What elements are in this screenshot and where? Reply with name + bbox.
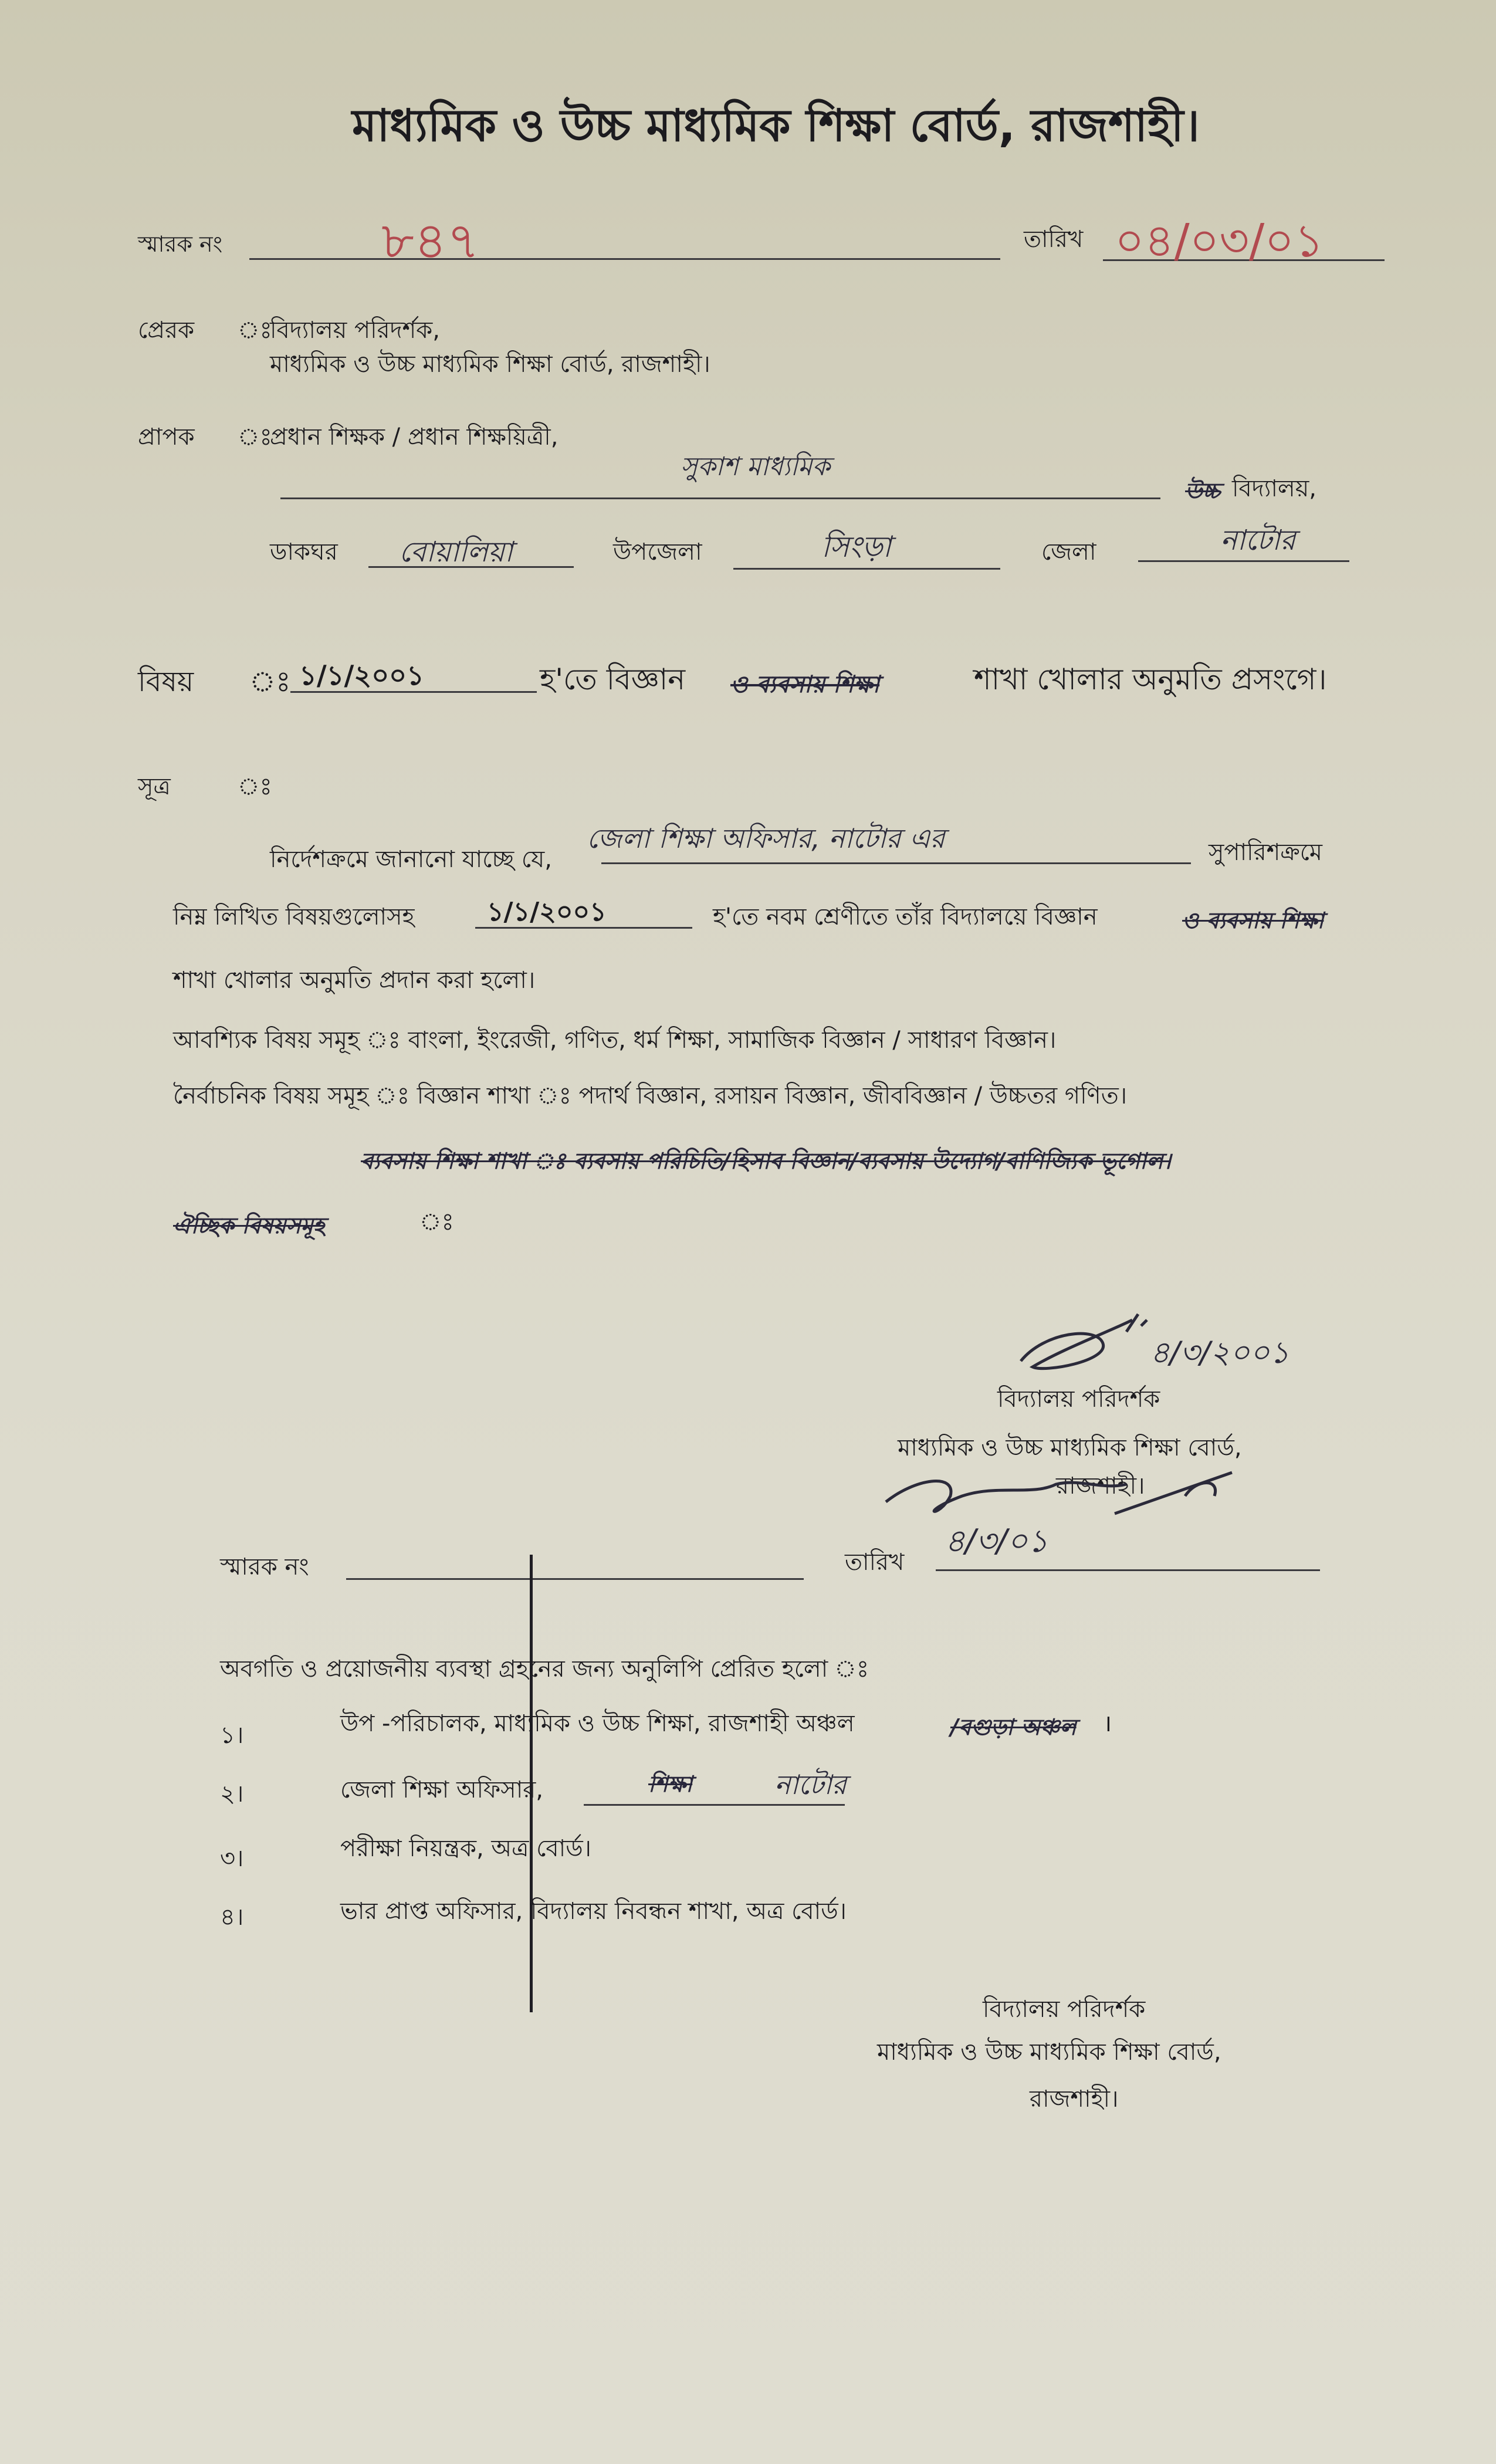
letterhead-title: মাধ্যমিক ও উচ্চ মাধ্যমিক শিক্ষা বোর্ড, রাজশাহী। [352,99,1200,151]
subject-date: ১/১/২০০১ [299,659,424,691]
copy-item-2-struck: শিক্ষা [648,1771,693,1797]
body-line2-date: ১/১/২০০১ [487,897,607,927]
memo-underline [249,258,1000,260]
reference-label: সূত্র [138,773,171,800]
school-name: সুকাশ মাধ্যমিক [681,452,831,482]
elective-subjects: নৈর্বাচনিক বিষয় সমূহ ঃ বিজ্ঞান শাখা ঃ পদার্থ বিজ্ঞান, রসায়ন বিজ্ঞান, জীববিজ্ঞান / উচ্চতর গণিত। [173,1082,1128,1109]
school-suffix: বিদ্যালয়, [1232,475,1317,502]
subject-date-underline [290,691,537,693]
signature1-city: রাজশাহী। [1056,1473,1145,1500]
post-value: বোয়ালিয়া [399,536,513,568]
date-label: তারিখ [1024,226,1084,253]
body-line2-underline [475,927,692,929]
copy-date-underline [936,1569,1320,1571]
signature2-title: বিদ্যালয় পরিদর্শক [983,1996,1146,2023]
subject-sep: ঃ [249,665,291,698]
body-line1-hand: জেলা শিক্ষা অফিসার, নাটোর এর [587,823,945,854]
copy-item-1-num: ১। [220,1722,244,1749]
signature1-board: মাধ্যমিক ও উচ্চ মাধ্যমিক শিক্ষা বোর্ড, [898,1434,1242,1461]
signature2-board: মাধ্যমিক ও উচ্চ মাধ্যমিক শিক্ষা বোর্ড, [877,2039,1221,2066]
copy-item-3-text: পরীক্ষা নিয়ন্ত্রক, অত্র বোর্ড। [340,1835,591,1862]
subject-text-before: হ'তে বিজ্ঞান [540,662,686,696]
memo-label: স্মারক নং [138,231,223,257]
signature-scrawl-1 [1009,1308,1156,1390]
optional-subjects-struck: ঐচ্ছিক বিষয়সমূহ [173,1213,325,1238]
district-label: জেলা [1041,539,1096,566]
copy-item-1-struck: /বগুড়া অঞ্চল [950,1714,1077,1740]
copy-item-4-num: ৪। [220,1904,244,1931]
copy-item-3-num: ৩। [220,1845,244,1872]
copy-memo-label: স্মারক নং [220,1553,309,1580]
signature2-city: রাজশাহী। [1030,2086,1119,2113]
copies-intro: অবগতি ও প্রয়োজনীয় ব্যবস্থা গ্রহনের জন্য অনুলিপি প্রেরিত হলো ঃ [220,1656,869,1683]
school-underline [280,497,1160,499]
body-line1-post: সুপারিশক্রমে [1209,839,1323,866]
recipient-line1: প্রধান শিক্ষক / প্রধান শিক্ষয়িত্রী, [270,424,559,451]
reference-sep: ঃ [238,773,272,800]
sender-line1: বিদ্যালয় পরিদর্শক, [270,317,440,344]
copy-item-2-hand: নাটোর [774,1769,847,1800]
subject-label: বিষয় [138,665,194,698]
recipient-sep: ঃ [238,424,272,451]
compulsory-subjects: আবশ্যিক বিষয় সমূহ ঃ বাংলা, ইংরেজী, গণিত, ধর্ম শিক্ষা, সামাজিক বিজ্ঞান / সাধারণ বিজ্ঞান। [173,1027,1057,1054]
upazila-label: উপজেলা [613,539,702,566]
body-line2-struck: ও ব্যবসায় শিক্ষা [1182,908,1324,933]
copy-date-label: তারিখ [845,1549,905,1576]
copy-item-1-tail: । [1103,1710,1112,1737]
copy-item-2-num: ২। [220,1781,244,1808]
subject-struck: ও ব্যবসায় শিক্ষা [730,671,880,698]
copy-item-2-underline [584,1804,845,1806]
school-suffix-struck: উচ্চ [1185,478,1221,504]
post-label: ডাকঘর [270,539,338,566]
signature1-title: বিদ্যালয় পরিদর্শক [997,1386,1160,1413]
copy-item-2-text: জেলা শিক্ষা অফিসার, [340,1776,544,1803]
sender-sep: ঃ [238,317,272,344]
signature1-date: ৪/৩/২০০১ [1150,1335,1289,1370]
signature-hand-date: ৪/৩/০১ [945,1522,1048,1559]
recipient-label: প্রাপক [138,424,195,451]
sender-label: প্রেরক [138,317,195,344]
optional-sep: ঃ [419,1209,454,1236]
signature-scrawl-2 [880,1461,1244,1549]
copy-memo-underline [346,1578,804,1580]
body-line2-pre: নিম্ন লিখিত বিষয়গুলোসহ [173,903,415,930]
business-subjects-struck: ব্যবসায় শিক্ষা শাখা ঃ ব্যবসায় পরিচিতি/হিসাব বিজ্ঞান/ব্যবসায় উদ্যোগ/বাণিজ্যিক ভূগোল। [361,1148,1171,1174]
subject-text-after: শাখা খোলার অনুমতি প্রসংগে। [974,662,1327,696]
body-line1-pre: নির্দেশক্রমে জানানো যাচ্ছে যে, [270,846,552,873]
sender-line2: মাধ্যমিক ও উচ্চ মাধ্যমিক শিক্ষা বোর্ড, রাজশাহী। [270,351,710,378]
upazila-value: সিংড়া [821,530,892,564]
copy-item-1-text: উপ -পরিচালক, মাধ্যমিক ও উচ্চ শিক্ষা, রাজশাহী অঞ্চল [340,1710,855,1737]
letter-date: ০৪/০৩/০১ [1115,215,1324,268]
body-line3: শাখা খোলার অনুমতি প্রদান করা হলো। [173,967,536,994]
memo-number: ৮৪৭ [381,212,480,270]
body-line2-mid: হ'তে নবম শ্রেণীতে তাঁর বিদ্যালয়ে বিজ্ঞান [713,903,1098,930]
district-value: নাটোর [1220,524,1296,557]
copy-item-4-text: ভার প্রাপ্ত অফিসার, বিদ্যালয় নিবন্ধন শাখা, অত্র বোর্ড। [340,1898,847,1925]
body-line1-underline [601,862,1191,864]
